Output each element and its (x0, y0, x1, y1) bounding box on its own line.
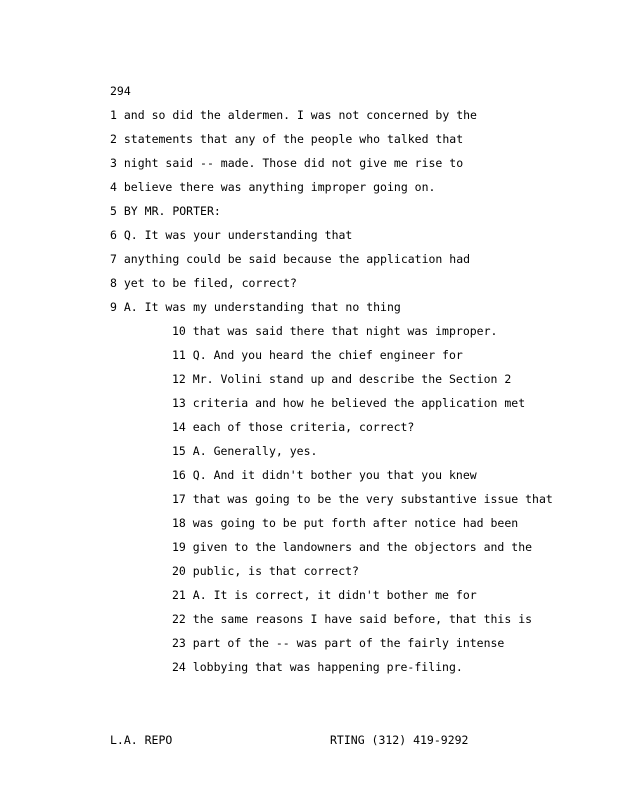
line-number: 21 (172, 588, 186, 602)
transcript-line (172, 324, 497, 338)
transcript-line (110, 228, 352, 242)
line-number: 19 (172, 540, 186, 554)
footer-right: RTING (312) 419-9292 (330, 733, 469, 747)
line-text: Q. It was your understanding that (123, 228, 353, 242)
line-text: that was said there that night was improper. (192, 324, 498, 338)
line-number: 18 (172, 516, 186, 530)
line-text: believe there was anything improper going on. (123, 180, 436, 194)
line-text: Mr. Volini stand up and describe the Section 2 (192, 372, 512, 386)
transcript-line (172, 420, 414, 434)
transcript-line (110, 204, 221, 218)
line-number: 17 (172, 492, 186, 506)
transcript-line (172, 516, 518, 530)
line-number: 10 (172, 324, 186, 338)
line-number: 7 (110, 252, 117, 266)
transcript-line (110, 132, 463, 146)
line-text: criteria and how he believed the application met (192, 396, 526, 410)
line-number: 12 (172, 372, 186, 386)
line-text: Q. And you heard the chief engineer for (192, 348, 463, 362)
line-number: 13 (172, 396, 186, 410)
line-number: 14 (172, 420, 186, 434)
line-text: that was going to be the very substantive issue that (192, 492, 553, 506)
transcript-line (172, 540, 532, 554)
line-number: 6 (110, 228, 117, 242)
line-text: public, is that correct? (192, 564, 359, 578)
line-text: Q. And it didn't bother you that you knew (192, 468, 477, 482)
line-number: 2 (110, 132, 117, 146)
line-text: A. It is correct, it didn't bother me for (192, 588, 477, 602)
line-text: A. It was my understanding that no thing (123, 300, 401, 314)
line-text: was going to be put forth after notice had been (192, 516, 519, 530)
line-text: night said -- made. Those did not give me rise to (123, 156, 464, 170)
line-text: the same reasons I have said before, that this is (192, 612, 533, 626)
line-text: lobbying that was happening pre-filing. (192, 660, 463, 674)
transcript-line (172, 468, 477, 482)
line-number: 8 (110, 276, 117, 290)
line-number: 16 (172, 468, 186, 482)
line-text: statements that any of the people who talked that (123, 132, 464, 146)
line-number: 15 (172, 444, 186, 458)
transcript-line (110, 156, 463, 170)
line-number: 20 (172, 564, 186, 578)
line-text: BY MR. PORTER: (123, 204, 221, 218)
line-text: A. Generally, yes. (192, 444, 318, 458)
line-number: 4 (110, 180, 117, 194)
line-text: and so did the aldermen. I was not concerned by the (123, 108, 477, 122)
transcript-line (172, 660, 463, 674)
line-number: 3 (110, 156, 117, 170)
page-number: 294 (110, 84, 131, 98)
footer-left: L.A. REPO (110, 733, 173, 747)
transcript-line (172, 492, 553, 506)
transcript-line (172, 372, 511, 386)
line-text: anything could be said because the application had (123, 252, 471, 266)
line-text: given to the landowners and the objectors and the (192, 540, 533, 554)
transcript-line (172, 396, 525, 410)
transcript-line (110, 276, 297, 290)
line-number: 5 (110, 204, 117, 218)
transcript-line (110, 180, 435, 194)
line-text: part of the -- was part of the fairly intense (192, 636, 505, 650)
line-number: 22 (172, 612, 186, 626)
transcript-line (172, 588, 477, 602)
line-number: 11 (172, 348, 186, 362)
transcript-line (172, 564, 359, 578)
transcript-line (172, 444, 317, 458)
transcript-line (172, 612, 532, 626)
line-number: 24 (172, 660, 186, 674)
transcript-line (110, 252, 470, 266)
transcript-line (110, 300, 401, 314)
transcript-line (110, 108, 477, 122)
line-number: 1 (110, 108, 117, 122)
line-text: yet to be filed, correct? (123, 276, 297, 290)
transcript-line (172, 348, 463, 362)
line-number: 23 (172, 636, 186, 650)
transcript-line (172, 636, 504, 650)
line-text: each of those criteria, correct? (192, 420, 415, 434)
line-number: 9 (110, 300, 117, 314)
